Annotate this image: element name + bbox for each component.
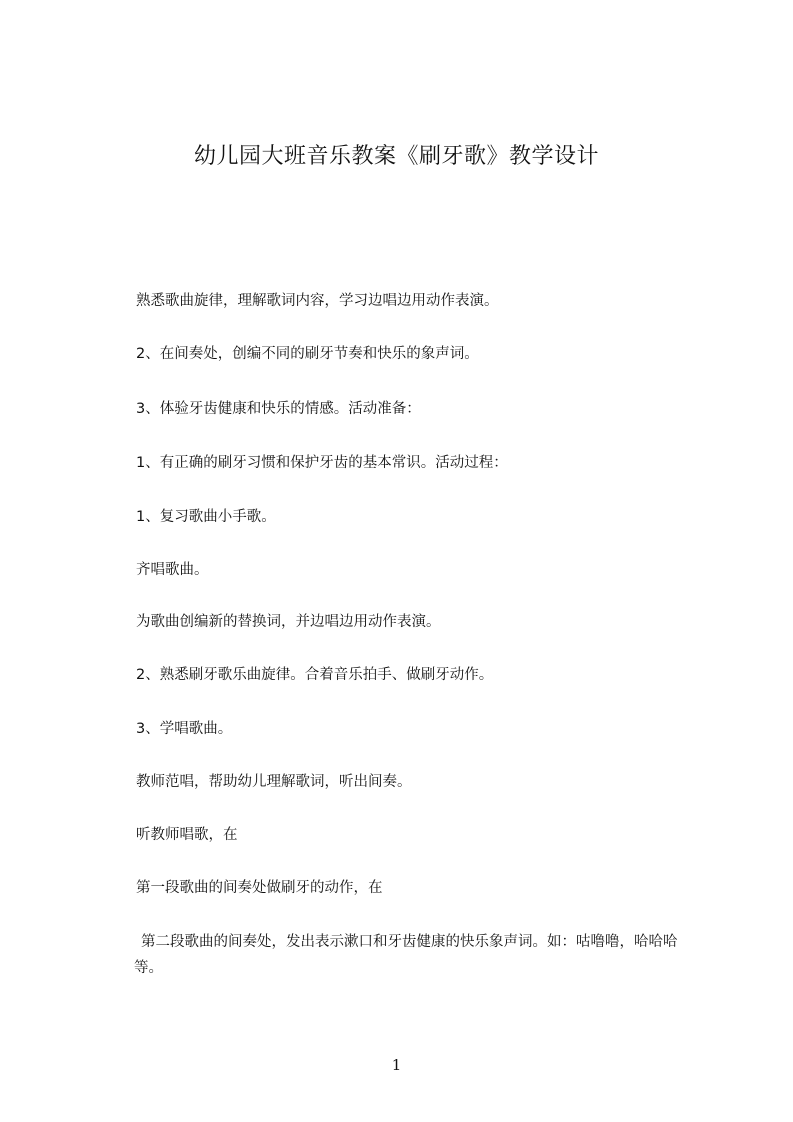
paragraph-10: 教师范唱，帮助幼儿理解歌词，听出间奏。 (136, 774, 412, 790)
paragraph-6: 齐唱歌曲。 (136, 562, 209, 578)
paragraph-4: 1、有正确的刷牙习惯和保护牙齿的基本常识。活动过程： (136, 455, 508, 471)
paragraph-9: 3、学唱歌曲。 (136, 721, 233, 737)
paragraph-1: 熟悉歌曲旋律，理解歌词内容，学习边唱边用动作表演。 (136, 293, 499, 309)
page-number: 1 (391, 1056, 402, 1074)
paragraph-8: 2、熟悉刷牙歌乐曲旋律。合着音乐拍手、做刷牙动作。 (136, 667, 494, 683)
paragraph-2: 2、在间奏处，创编不同的刷牙节奏和快乐的象声词。 (136, 346, 479, 362)
paragraph-7: 为歌曲创编新的替换词，并边唱边用动作表演。 (136, 614, 441, 630)
paragraph-5: 1、复习歌曲小手歌。 (136, 509, 276, 525)
paragraph-13: 第二段歌曲的间奏处，发出表示漱口和牙齿健康的快乐象声词。如：咕噜噜，哈哈哈等。 (134, 934, 678, 976)
paragraph-12: 第一段歌曲的间奏处做刷牙的动作，在 (136, 880, 383, 896)
paragraph-3: 3、体验牙齿健康和快乐的情感。活动准备： (136, 401, 421, 417)
document-title: 幼儿园大班音乐教案《刷牙歌》教学设计 (193, 144, 599, 169)
paragraph-11: 听教师唱歌，在 (136, 827, 238, 843)
